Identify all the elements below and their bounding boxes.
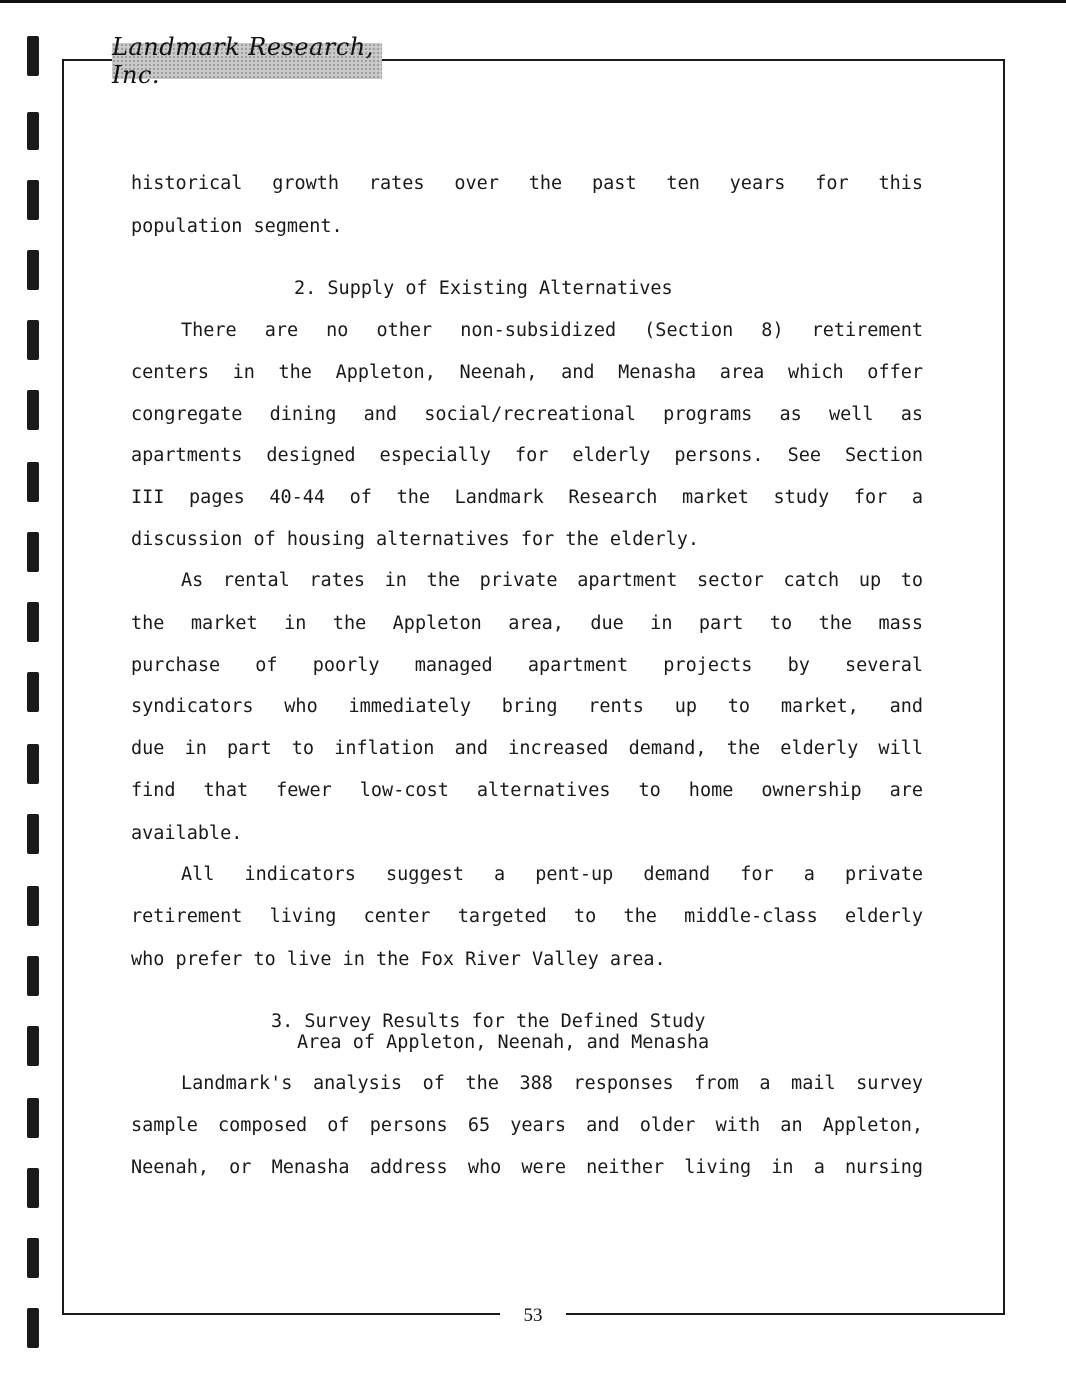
binding-holes <box>27 36 41 1356</box>
text-line: Landmark's analysis of the 388 responses from a mail survey <box>181 1073 923 1094</box>
text-line: population segment. <box>131 216 343 237</box>
text-line: centers in the Appleton, Neenah, and Menasha area which offer <box>131 362 923 383</box>
section-heading: Area of Appleton, Neenah, and Menasha <box>297 1032 710 1053</box>
text-line: congregate dining and social/recreational programs as well as <box>131 404 923 425</box>
text-line: retirement living center targeted to the middle-class elderly <box>131 906 923 927</box>
text-line: due in part to inflation and increased demand, the elderly will <box>131 738 923 759</box>
page-number: 53 <box>523 1305 543 1326</box>
text-line: There are no other non-subsidized (Section 8) retirement <box>181 320 923 341</box>
section-heading: 2. Supply of Existing Alternatives <box>294 278 673 299</box>
text-line: discussion of housing alternatives for the elderly. <box>131 529 700 550</box>
logo-text: Landmark Research, Inc. <box>112 33 374 89</box>
text-line: apartments designed especially for elderly persons. See Section <box>131 445 923 466</box>
text-line: All indicators suggest a pent-up demand for a private <box>181 864 923 885</box>
text-line: who prefer to live in the Fox River Valley area. <box>131 949 666 970</box>
section-heading: 3. Survey Results for the Defined Study <box>271 1011 706 1032</box>
text-line: Neenah, or Menasha address who were neither living in a nursing <box>131 1157 923 1178</box>
top-edge-rule <box>0 0 1066 3</box>
text-line: find that fewer low-cost alternatives to home ownership are <box>131 780 923 801</box>
text-line: purchase of poorly managed apartment projects by several <box>131 655 923 676</box>
text-line: the market in the Appleton area, due in part to the mass <box>131 613 923 634</box>
text-line: syndicators who immediately bring rents up to market, and <box>131 696 923 717</box>
text-line: III pages 40-44 of the Landmark Research market study for a <box>131 487 923 508</box>
text-line: sample composed of persons 65 years and older with an Appleton, <box>131 1115 923 1136</box>
company-logo <box>112 33 382 89</box>
text-line: As rental rates in the private apartment sector catch up to <box>181 570 923 591</box>
page-number-box <box>500 1302 566 1330</box>
text-line: available. <box>131 823 243 844</box>
text-line: historical growth rates over the past ten years for this <box>131 173 923 194</box>
